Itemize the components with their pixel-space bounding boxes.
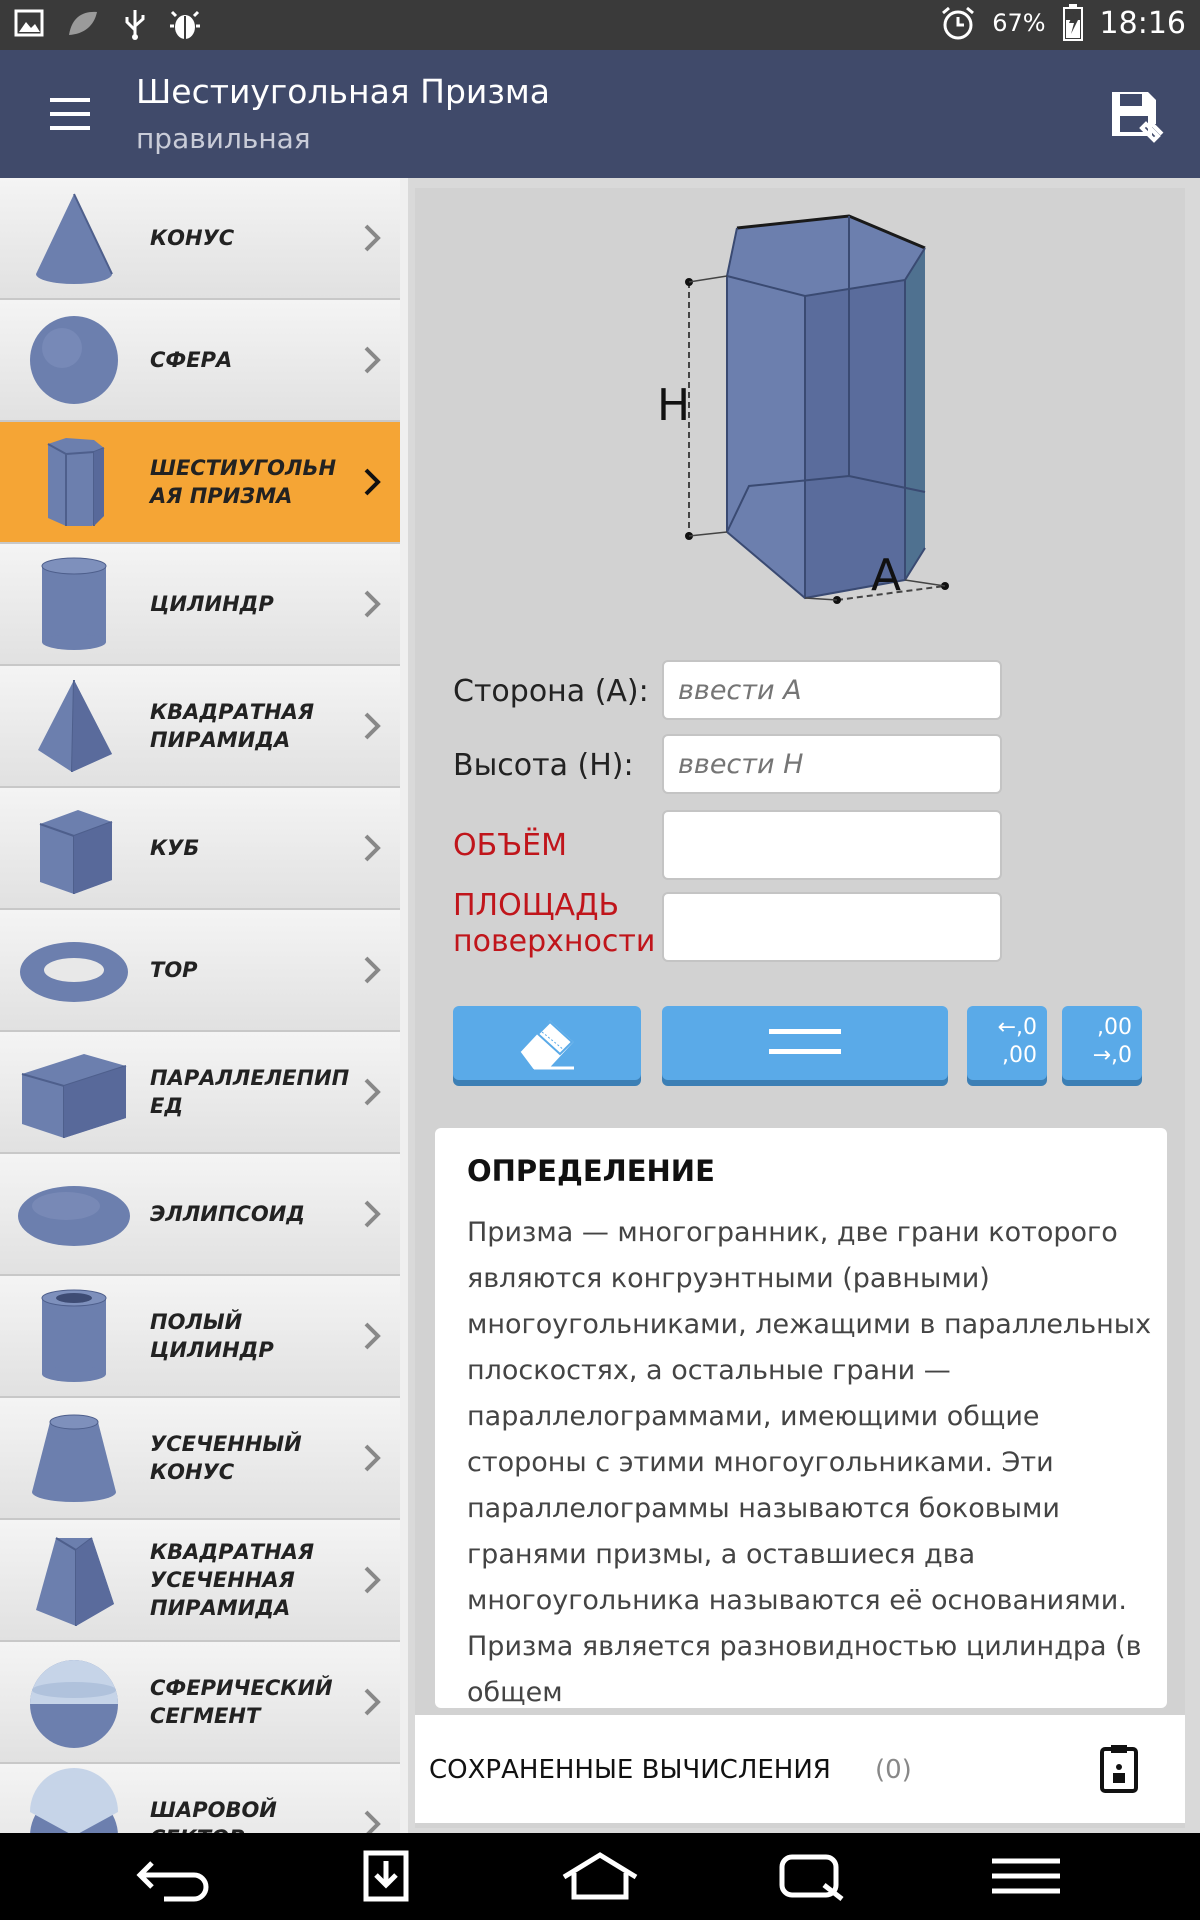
bug-icon	[170, 8, 200, 40]
height-h-label: Высота (H):	[453, 748, 634, 783]
sidebar-item-label: КВАДРАТНАЯ УСЕЧЕННАЯ ПИРАМИДА	[150, 1540, 315, 1620]
volume-result-field[interactable]	[662, 810, 1002, 880]
sidebar-item-sphere[interactable]	[0, 300, 400, 420]
chevron-right-icon	[358, 1562, 388, 1598]
sidebar-item-spherical-segment[interactable]	[0, 1642, 400, 1762]
cylinder-icon	[14, 552, 134, 656]
recents-icon[interactable]	[774, 1851, 854, 1901]
sidebar-item-cylinder[interactable]	[0, 544, 400, 664]
status-bar	[0, 0, 1200, 50]
sidebar-item-cube[interactable]	[0, 788, 400, 908]
sidebar-item-label: СФЕРА	[150, 348, 233, 372]
image-icon	[14, 8, 44, 38]
increase-decimals-button[interactable]	[1062, 1006, 1142, 1080]
save-icon[interactable]	[1108, 88, 1164, 144]
page-subtitle: правильная	[136, 122, 311, 155]
hollow-cylinder-icon	[14, 1284, 134, 1388]
sidebar-item-label: ШАРОВОЙ	[150, 1798, 277, 1822]
chevron-right-icon	[358, 952, 388, 988]
sidebar-item-truncated-cone[interactable]	[0, 1398, 400, 1518]
side-label: A	[871, 550, 902, 601]
chevron-right-icon	[358, 1684, 388, 1720]
navigation-bar	[0, 1833, 1200, 1920]
chevron-right-icon	[358, 464, 388, 500]
download-icon[interactable]	[346, 1851, 426, 1901]
surface-area-label-line1: ПЛОЩАДЬ	[453, 888, 620, 923]
sidebar-item-label: СФЕРИЧЕСКИЙ СЕГМЕНТ	[150, 1676, 333, 1728]
equals-icon	[765, 1023, 845, 1063]
sidebar-item-label: КУБ	[150, 836, 200, 860]
battery-percent: 67%	[992, 9, 1046, 37]
sidebar-divider	[400, 178, 408, 1833]
sidebar-item-ellipsoid[interactable]	[0, 1154, 400, 1274]
side-a-label: Сторона (A):	[453, 674, 649, 709]
sidebar-item-torus[interactable]	[0, 910, 400, 1030]
chevron-right-icon	[358, 586, 388, 622]
clipboard-icon[interactable]	[1099, 1743, 1139, 1793]
hexagonal-prism-icon	[14, 430, 134, 534]
hexagonal-prism-diagram	[565, 188, 955, 638]
square-pyramid-icon	[14, 674, 134, 778]
chevron-right-icon	[358, 1440, 388, 1476]
sidebar-item-cone[interactable]	[0, 178, 400, 298]
definition-text: Призма — многогранник, две грани которого являются конгруэнтными (равными) многоугольниками, лежащими в параллельных плоскостях, а остальные грани — параллелограммами, имеющими общие стороны с этими многоугольниками. Эти параллелограммы называются боковыми гранями призмы, а оставшиеся два многоугольника называются её основаниями. Призма является разновидностью цилиндра (в общем	[467, 1217, 1152, 1708]
sidebar-item-label: ПАРАЛЛЕЛЕПИП ЕД	[150, 1066, 350, 1118]
chevron-right-icon	[358, 830, 388, 866]
sidebar-item-label: КВАДРАТНАЯ ПИРАМИДА	[150, 700, 315, 752]
sidebar-item-label: УСЕЧЕННЫЙ КОНУС	[150, 1432, 302, 1484]
volume-label: ОБЪЁМ	[453, 828, 568, 863]
eraser-icon	[514, 1012, 580, 1072]
sidebar-item-hexagonal-prism[interactable]	[0, 422, 400, 542]
leaf-icon	[66, 8, 100, 38]
home-icon[interactable]	[560, 1851, 640, 1901]
definition-card[interactable]	[435, 1128, 1167, 1708]
height-label: H	[657, 380, 691, 431]
ellipsoid-icon	[14, 1162, 134, 1266]
sidebar-item-label: КОНУС	[150, 226, 235, 250]
surface-area-result-field[interactable]	[662, 892, 1002, 962]
spherical-segment-icon	[14, 1650, 134, 1754]
sphere-icon	[14, 308, 134, 412]
saved-calculations-bar[interactable]	[415, 1715, 1185, 1823]
saved-calculations-count: (0)	[875, 1755, 912, 1785]
alarm-clock-icon	[940, 5, 976, 41]
calculate-button[interactable]	[662, 1006, 948, 1080]
height-h-input[interactable]	[662, 734, 1002, 794]
clock-time: 18:16	[1099, 5, 1186, 41]
sidebar-item-hollow-cylinder[interactable]	[0, 1276, 400, 1396]
chevron-right-icon	[358, 1196, 388, 1232]
sidebar-item-parallelepiped[interactable]	[0, 1032, 400, 1152]
chevron-right-icon	[358, 342, 388, 378]
cube-icon	[14, 796, 134, 900]
increase-decimals-line2: →,0	[1092, 1043, 1132, 1068]
clear-button[interactable]	[453, 1006, 641, 1080]
definition-heading: ОПРЕДЕЛЕНИЕ	[467, 1154, 715, 1188]
decrease-decimals-line2: ,00	[1002, 1043, 1037, 1068]
shape-list	[0, 178, 400, 1833]
usb-icon	[122, 8, 148, 40]
sidebar-item-label: ПОЛЫЙ ЦИЛИНДР	[150, 1310, 274, 1362]
truncated-pyramid-icon	[14, 1528, 134, 1632]
decrease-decimals-button[interactable]	[967, 1006, 1047, 1080]
parallelepiped-icon	[14, 1040, 134, 1144]
app-bar	[0, 50, 1200, 178]
sidebar-item-label: ШЕСТИУГОЛЬН АЯ ПРИЗМА	[150, 456, 337, 508]
hamburger-menu-icon[interactable]	[50, 98, 90, 130]
chevron-right-icon	[358, 1318, 388, 1354]
sidebar-item-square-pyramid[interactable]	[0, 666, 400, 786]
page-title: Шестиугольная Призма	[136, 72, 551, 111]
torus-icon	[14, 918, 134, 1022]
battery-charging-icon	[1062, 4, 1084, 42]
increase-decimals-line1: ,00	[1097, 1015, 1132, 1040]
sidebar-item-truncated-pyramid[interactable]	[0, 1520, 400, 1640]
calculator-panel	[415, 188, 1185, 1828]
surface-area-label	[453, 888, 655, 960]
decrease-decimals-line1: ←,0	[997, 1015, 1037, 1040]
sidebar-item-label: ЦИЛИНДР	[150, 592, 274, 616]
cone-icon	[14, 186, 134, 290]
sidebar-item-label: ТОР	[150, 958, 198, 982]
chevron-right-icon	[358, 708, 388, 744]
truncated-cone-icon	[14, 1406, 134, 1510]
sidebar-item-label: ЭЛЛИПСОИД	[150, 1202, 305, 1226]
surface-area-label-line2: поверхности	[453, 924, 656, 959]
chevron-right-icon	[358, 220, 388, 256]
saved-calculations-label: СОХРАНЕННЫЕ ВЫЧИСЛЕНИЯ	[429, 1755, 831, 1785]
side-a-input[interactable]	[662, 660, 1002, 720]
menu-icon[interactable]	[986, 1851, 1066, 1901]
chevron-right-icon	[358, 1074, 388, 1110]
back-icon[interactable]	[134, 1851, 214, 1901]
